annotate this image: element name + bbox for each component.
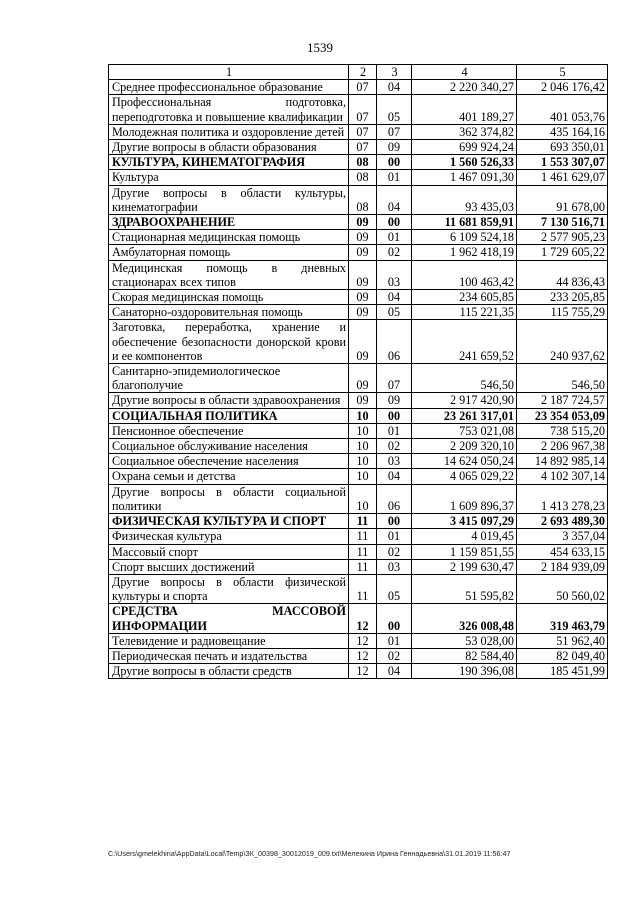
row-name: Другие вопросы в области культуры, кинематографии <box>109 185 349 214</box>
table-row <box>109 95 608 124</box>
table-row <box>109 454 608 469</box>
row-value-2: 185 451,99 <box>517 664 608 679</box>
row-value-2: 546,50 <box>517 364 608 393</box>
table-row <box>109 170 608 185</box>
row-name: Периодическая печать и издательства <box>109 648 349 663</box>
table-row <box>109 559 608 574</box>
row-name: Амбулаторная помощь <box>109 245 349 260</box>
row-subsection-code: 04 <box>377 469 412 484</box>
row-subsection-code: 01 <box>377 529 412 544</box>
row-value-1: 362 374,82 <box>412 124 517 139</box>
row-subsection-code: 02 <box>377 245 412 260</box>
row-name: Физическая культура <box>109 529 349 544</box>
row-value-2: 401 053,76 <box>517 95 608 124</box>
row-name: Стационарная медицинская помощь <box>109 230 349 245</box>
table-row <box>109 230 608 245</box>
row-value-2: 319 463,79 <box>517 604 608 633</box>
row-value-2: 2 187 724,57 <box>517 393 608 408</box>
row-value-1: 753 021,08 <box>412 423 517 438</box>
row-subsection-code: 01 <box>377 170 412 185</box>
row-section-code: 10 <box>349 484 377 513</box>
row-name: Культура <box>109 170 349 185</box>
row-value-1: 2 209 320,10 <box>412 439 517 454</box>
row-value-2: 2 577 905,23 <box>517 230 608 245</box>
row-value-1: 51 595,82 <box>412 574 517 603</box>
row-section-code: 09 <box>349 215 377 230</box>
row-name: ФИЗИЧЕСКАЯ КУЛЬТУРА И СПОРТ <box>109 514 349 529</box>
row-subsection-code: 09 <box>377 393 412 408</box>
row-name: СРЕДСТВА МАССОВОЙ ИНФОРМАЦИИ <box>109 604 349 633</box>
table-row <box>109 574 608 603</box>
row-value-2: 454 633,15 <box>517 544 608 559</box>
budget-table <box>108 64 608 679</box>
row-section-code: 09 <box>349 320 377 364</box>
row-value-1: 23 261 317,01 <box>412 408 517 423</box>
row-value-2: 1 729 605,22 <box>517 245 608 260</box>
row-name: Среднее профессиональное образование <box>109 80 349 95</box>
row-name: Заготовка, переработка, хранение и обеспечение безопасности донорской крови и ее компонентов <box>109 320 349 364</box>
row-name: Телевидение и радиовещание <box>109 633 349 648</box>
row-subsection-code: 06 <box>377 484 412 513</box>
row-value-2: 240 937,62 <box>517 320 608 364</box>
table-row <box>109 393 608 408</box>
row-value-1: 1 962 418,19 <box>412 245 517 260</box>
row-name: Медицинская помощь в дневных стационарах всех типов <box>109 260 349 289</box>
row-value-1: 93 435,03 <box>412 185 517 214</box>
row-name: Другие вопросы в области средств <box>109 664 349 679</box>
row-subsection-code: 07 <box>377 364 412 393</box>
row-section-code: 11 <box>349 544 377 559</box>
row-value-2: 435 164,16 <box>517 124 608 139</box>
row-value-1: 3 415 097,29 <box>412 514 517 529</box>
row-subsection-code: 01 <box>377 230 412 245</box>
row-value-1: 234 605,85 <box>412 290 517 305</box>
row-section-code: 11 <box>349 559 377 574</box>
row-value-1: 1 467 091,30 <box>412 170 517 185</box>
row-section-code: 09 <box>349 260 377 289</box>
table-row <box>109 529 608 544</box>
row-name: Пенсионное обеспечение <box>109 423 349 438</box>
row-subsection-code: 09 <box>377 140 412 155</box>
table-row <box>109 469 608 484</box>
row-name: КУЛЬТУРА, КИНЕМАТОГРАФИЯ <box>109 155 349 170</box>
row-value-2: 2 046 176,42 <box>517 80 608 95</box>
row-section-code: 12 <box>349 664 377 679</box>
row-value-2: 115 755,29 <box>517 305 608 320</box>
row-section-code: 07 <box>349 124 377 139</box>
table-row <box>109 544 608 559</box>
row-value-2: 91 678,00 <box>517 185 608 214</box>
table-row <box>109 80 608 95</box>
header-col-4: 4 <box>412 65 517 80</box>
row-subsection-code: 05 <box>377 574 412 603</box>
page-number: 1539 <box>307 40 333 55</box>
row-value-1: 546,50 <box>412 364 517 393</box>
row-name: ЗДРАВООХРАНЕНИЕ <box>109 215 349 230</box>
row-value-1: 241 659,52 <box>412 320 517 364</box>
header-col-2: 2 <box>349 65 377 80</box>
table-row <box>109 305 608 320</box>
row-value-2: 2 693 489,30 <box>517 514 608 529</box>
row-value-1: 1 159 851,55 <box>412 544 517 559</box>
table-body <box>109 80 608 679</box>
row-subsection-code: 00 <box>377 514 412 529</box>
row-subsection-code: 00 <box>377 604 412 633</box>
row-subsection-code: 05 <box>377 305 412 320</box>
table-row <box>109 514 608 529</box>
row-section-code: 09 <box>349 393 377 408</box>
row-section-code: 10 <box>349 423 377 438</box>
row-value-2: 7 130 516,71 <box>517 215 608 230</box>
row-name: Санитарно-эпидемиологическое благополучие <box>109 364 349 393</box>
row-value-2: 23 354 053,09 <box>517 408 608 423</box>
row-value-1: 401 189,27 <box>412 95 517 124</box>
row-subsection-code: 02 <box>377 439 412 454</box>
row-section-code: 08 <box>349 155 377 170</box>
row-section-code: 07 <box>349 140 377 155</box>
table-row <box>109 185 608 214</box>
row-subsection-code: 06 <box>377 320 412 364</box>
row-name: Спорт высших достижений <box>109 559 349 574</box>
row-subsection-code: 05 <box>377 95 412 124</box>
table-row <box>109 439 608 454</box>
row-value-1: 2 220 340,27 <box>412 80 517 95</box>
row-section-code: 08 <box>349 170 377 185</box>
table-row <box>109 604 608 633</box>
row-value-2: 44 836,43 <box>517 260 608 289</box>
row-value-1: 4 065 029,22 <box>412 469 517 484</box>
row-value-1: 6 109 524,18 <box>412 230 517 245</box>
row-name: Охрана семьи и детства <box>109 469 349 484</box>
row-name: Скорая медицинская помощь <box>109 290 349 305</box>
row-section-code: 11 <box>349 514 377 529</box>
row-value-1: 190 396,08 <box>412 664 517 679</box>
header-col-3: 3 <box>377 65 412 80</box>
row-section-code: 08 <box>349 185 377 214</box>
row-value-2: 82 049,40 <box>517 648 608 663</box>
table-row <box>109 633 608 648</box>
table-row <box>109 408 608 423</box>
row-name: Другие вопросы в области физической культуры и спорта <box>109 574 349 603</box>
row-section-code: 12 <box>349 648 377 663</box>
row-value-1: 1 609 896,37 <box>412 484 517 513</box>
row-section-code: 07 <box>349 80 377 95</box>
row-value-2: 3 357,04 <box>517 529 608 544</box>
row-name: Другие вопросы в области здравоохранения <box>109 393 349 408</box>
row-value-2: 738 515,20 <box>517 423 608 438</box>
row-name: Профессиональная подготовка, переподготовка и повышение квалификации <box>109 95 349 124</box>
table-row <box>109 260 608 289</box>
row-subsection-code: 00 <box>377 215 412 230</box>
row-section-code: 11 <box>349 574 377 603</box>
row-section-code: 12 <box>349 633 377 648</box>
row-subsection-code: 01 <box>377 633 412 648</box>
row-value-1: 326 008,48 <box>412 604 517 633</box>
table-row <box>109 215 608 230</box>
row-section-code: 09 <box>349 305 377 320</box>
row-subsection-code: 02 <box>377 648 412 663</box>
row-name: Другие вопросы в области социальной политики <box>109 484 349 513</box>
row-section-code: 10 <box>349 454 377 469</box>
row-section-code: 09 <box>349 364 377 393</box>
row-name: СОЦИАЛЬНАЯ ПОЛИТИКА <box>109 408 349 423</box>
row-section-code: 11 <box>349 529 377 544</box>
row-value-1: 115 221,35 <box>412 305 517 320</box>
row-subsection-code: 03 <box>377 260 412 289</box>
row-name: Массовый спорт <box>109 544 349 559</box>
row-name: Другие вопросы в области образования <box>109 140 349 155</box>
row-subsection-code: 04 <box>377 290 412 305</box>
row-subsection-code: 02 <box>377 544 412 559</box>
row-value-2: 51 962,40 <box>517 633 608 648</box>
table-row <box>109 320 608 364</box>
row-section-code: 07 <box>349 95 377 124</box>
row-value-1: 100 463,42 <box>412 260 517 289</box>
header-col-5: 5 <box>517 65 608 80</box>
table-row <box>109 648 608 663</box>
row-value-1: 11 681 859,91 <box>412 215 517 230</box>
row-subsection-code: 07 <box>377 124 412 139</box>
footer-file-path: C:\Users\gmelekhina\AppData\Local\Temp\ЗК_00398_30012019_009.txt\Мелехина Ирина Геннадьевна\31.01.2019 11:56:47 <box>108 849 511 858</box>
row-value-1: 2 199 630,47 <box>412 559 517 574</box>
header-col-1: 1 <box>109 65 349 80</box>
row-value-1: 4 019,45 <box>412 529 517 544</box>
row-value-2: 14 892 985,14 <box>517 454 608 469</box>
table-row <box>109 245 608 260</box>
table-row <box>109 484 608 513</box>
row-subsection-code: 00 <box>377 408 412 423</box>
row-subsection-code: 04 <box>377 80 412 95</box>
row-subsection-code: 00 <box>377 155 412 170</box>
row-subsection-code: 03 <box>377 454 412 469</box>
row-value-2: 233 205,85 <box>517 290 608 305</box>
row-section-code: 09 <box>349 230 377 245</box>
row-value-1: 53 028,00 <box>412 633 517 648</box>
row-value-2: 693 350,01 <box>517 140 608 155</box>
row-name: Социальное обеспечение населения <box>109 454 349 469</box>
row-subsection-code: 03 <box>377 559 412 574</box>
row-section-code: 12 <box>349 604 377 633</box>
row-value-1: 14 624 050,24 <box>412 454 517 469</box>
row-value-2: 50 560,02 <box>517 574 608 603</box>
table-row <box>109 364 608 393</box>
table-row <box>109 124 608 139</box>
row-value-2: 1 461 629,07 <box>517 170 608 185</box>
table-row <box>109 290 608 305</box>
row-value-2: 2 206 967,38 <box>517 439 608 454</box>
table-row <box>109 664 608 679</box>
row-value-2: 2 184 939,09 <box>517 559 608 574</box>
row-section-code: 09 <box>349 245 377 260</box>
row-section-code: 10 <box>349 469 377 484</box>
row-subsection-code: 04 <box>377 664 412 679</box>
row-name: Социальное обслуживание населения <box>109 439 349 454</box>
table-row <box>109 155 608 170</box>
row-value-1: 1 560 526,33 <box>412 155 517 170</box>
row-section-code: 10 <box>349 408 377 423</box>
row-section-code: 09 <box>349 290 377 305</box>
row-name: Санаторно-оздоровительная помощь <box>109 305 349 320</box>
row-value-2: 4 102 307,14 <box>517 469 608 484</box>
row-subsection-code: 04 <box>377 185 412 214</box>
row-value-2: 1 413 278,23 <box>517 484 608 513</box>
row-section-code: 10 <box>349 439 377 454</box>
row-value-2: 1 553 307,07 <box>517 155 608 170</box>
row-value-1: 82 584,40 <box>412 648 517 663</box>
table-header-row <box>109 65 608 80</box>
table-row <box>109 423 608 438</box>
row-subsection-code: 01 <box>377 423 412 438</box>
row-value-1: 2 917 420,90 <box>412 393 517 408</box>
row-name: Молодежная политика и оздоровление детей <box>109 124 349 139</box>
table-row <box>109 140 608 155</box>
row-value-1: 699 924,24 <box>412 140 517 155</box>
